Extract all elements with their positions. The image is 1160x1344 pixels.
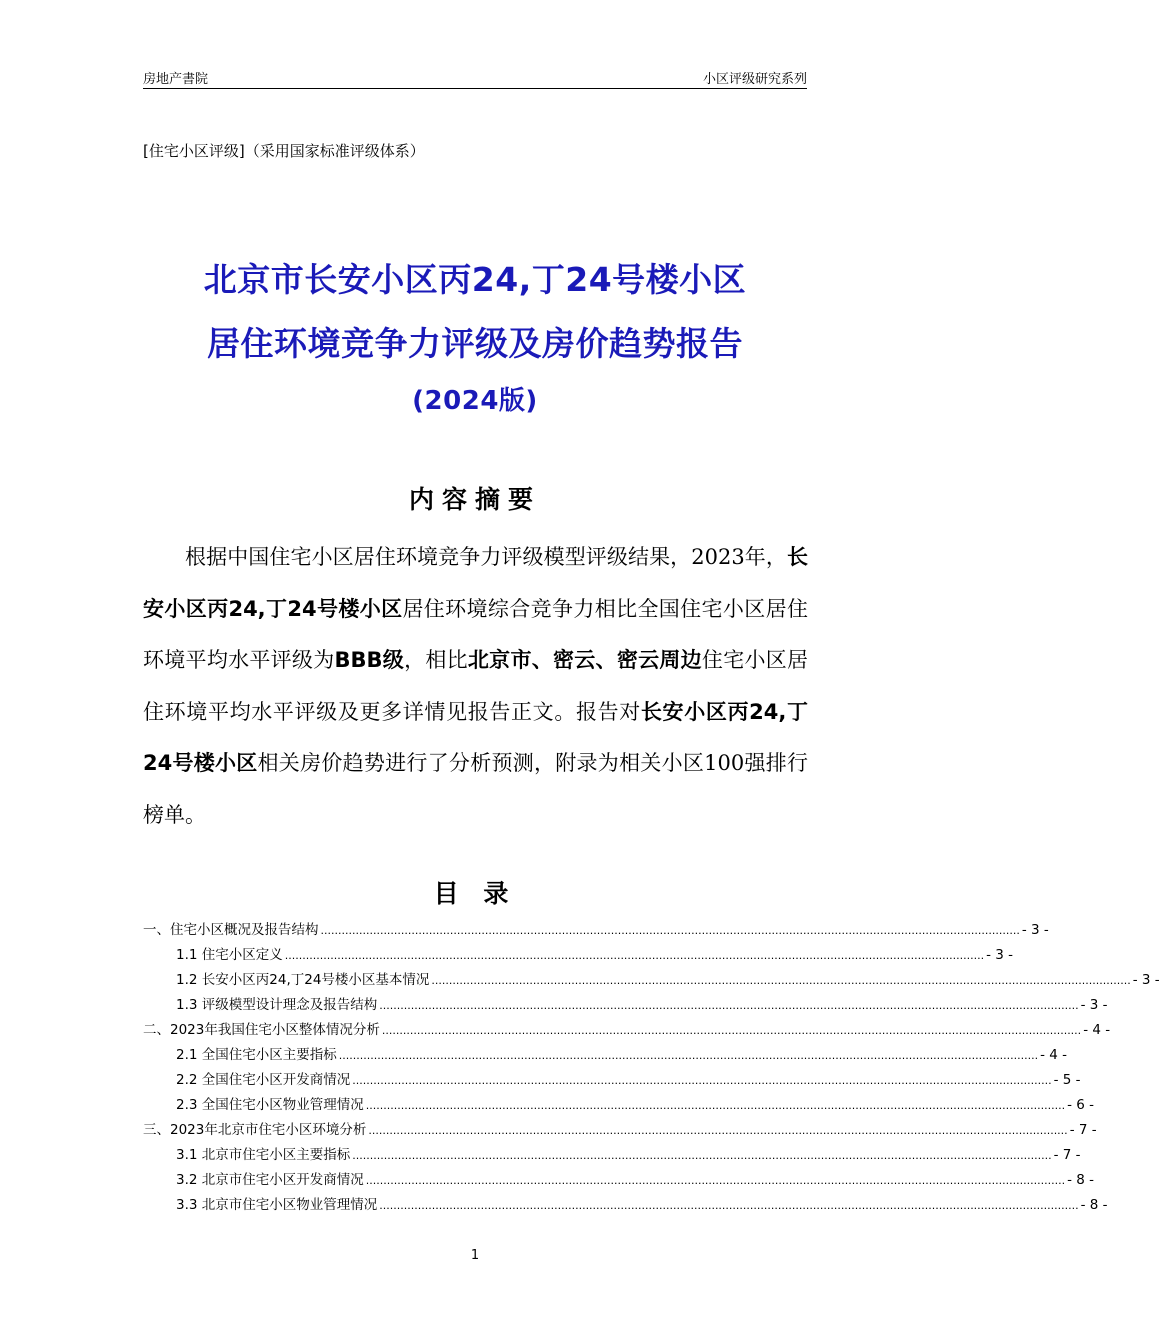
- toc-entry-page: - 5 -: [1053, 1072, 1081, 1088]
- toc-leader-dots: ........................................................................................................................................................................................................: [338, 1049, 1039, 1062]
- toc-entry[interactable]: [143, 1143, 1081, 1168]
- toc-entry-page: - 4 -: [1083, 1022, 1111, 1038]
- page-header: [143, 66, 807, 89]
- abstract-bold-2: BBB级: [334, 648, 405, 672]
- toc-entry[interactable]: [143, 943, 1014, 968]
- toc-entry[interactable]: [143, 918, 1049, 943]
- toc-leader-dots: ........................................................................................................................................................................................................: [379, 999, 1079, 1012]
- toc-entry-title: 一、住宅小区概况及报告结构: [143, 922, 319, 938]
- title-line-1: 北京市长安小区丙24,丁24号楼小区: [203, 260, 747, 299]
- title-line-2: 居住环境竞争力评级及房价趋势报告: [207, 324, 743, 363]
- toc-entry-page: - 3 -: [1132, 972, 1160, 988]
- toc-entry[interactable]: [143, 1193, 1108, 1218]
- toc-entry[interactable]: [143, 1043, 1068, 1068]
- toc-entry[interactable]: [143, 1118, 1097, 1143]
- toc-entry-page: - 8 -: [1067, 1172, 1095, 1188]
- abstract-heading: 内容摘要: [408, 485, 541, 514]
- toc-leader-dots: ........................................................................................................................................................................................................: [352, 1074, 1052, 1087]
- abstract-text-4: 住宅小区居住环境平均水平评级及更多详情见报告正文。报告对: [143, 648, 809, 724]
- toc-entry-page: - 3 -: [1080, 997, 1108, 1013]
- toc-leader-dots: ........................................................................................................................................................................................................: [284, 949, 985, 962]
- toc-entry-page: - 3 -: [1021, 922, 1049, 938]
- toc-entry-title: 3.3 北京市住宅小区物业管理情况: [176, 1197, 378, 1213]
- toc-leader-dots: ........................................................................................................................................................................................................: [320, 924, 1020, 937]
- toc-entry-title: 2.3 全国住宅小区物业管理情况: [176, 1097, 364, 1113]
- toc-entry-title: 三、2023年北京市住宅小区环境分析: [143, 1122, 367, 1138]
- toc-entry-page: - 4 -: [1040, 1047, 1068, 1063]
- toc-entry-page: - 6 -: [1067, 1097, 1095, 1113]
- abstract-text-2: 居住环境综合竞争力相比全国住宅小区居住环境平均水平评级为: [143, 596, 808, 672]
- page-number: 1: [470, 1248, 480, 1263]
- toc-entry[interactable]: [143, 1068, 1081, 1093]
- toc-entry-title: 2.1 全国住宅小区主要指标: [176, 1047, 337, 1063]
- toc-entry-title: 1.3 评级模型设计理念及报告结构: [176, 997, 378, 1013]
- abstract-bold-1: 长安小区丙24,丁24号楼小区: [143, 545, 808, 621]
- toc-entry[interactable]: [143, 1093, 1095, 1118]
- abstract-text-5: 相关房价趋势进行了分析预测，附录为相关小区100强排行榜单。: [143, 751, 808, 827]
- toc-leader-dots: ........................................................................................................................................................................................................: [379, 1199, 1079, 1212]
- report-category: [住宅小区评级]（采用国家标准评级体系）: [143, 142, 425, 160]
- toc-entry[interactable]: [143, 993, 1108, 1018]
- toc-entry[interactable]: [143, 968, 1160, 993]
- table-of-contents: [143, 918, 1160, 1218]
- toc-leader-dots: ........................................................................................................................................................................................................: [352, 1149, 1052, 1162]
- toc-entry-page: - 7 -: [1069, 1122, 1097, 1138]
- toc-entry-title: 1.2 长安小区丙24,丁24号楼小区基本情况: [176, 972, 430, 988]
- toc-entry[interactable]: [143, 1018, 1111, 1043]
- header-right: 小区评级研究系列: [702, 72, 807, 87]
- toc-leader-dots: ........................................................................................................................................................................................................: [365, 1099, 1066, 1112]
- toc-entry-title: 3.2 北京市住宅小区开发商情况: [176, 1172, 364, 1188]
- toc-leader-dots: ........................................................................................................................................................................................................: [431, 974, 1131, 987]
- abstract-text-1: 根据中国住宅小区居住环境竞争力评级模型评级结果，2023年，: [185, 545, 787, 569]
- toc-heading: 目 录: [433, 879, 517, 908]
- title-line-3: (2024版): [412, 386, 538, 416]
- toc-leader-dots: ........................................................................................................................................................................................................: [368, 1124, 1068, 1137]
- toc-entry-title: 二、2023年我国住宅小区整体情况分析: [143, 1022, 380, 1038]
- toc-entry-title: 2.2 全国住宅小区开发商情况: [176, 1072, 351, 1088]
- abstract-text-3: ，相比: [404, 648, 468, 672]
- toc-entry-title: 3.1 北京市住宅小区主要指标: [176, 1147, 351, 1163]
- toc-leader-dots: ........................................................................................................................................................................................................: [381, 1024, 1082, 1037]
- toc-entry-title: 1.1 住宅小区定义: [176, 947, 283, 963]
- toc-entry-page: - 7 -: [1053, 1147, 1081, 1163]
- toc-leader-dots: ........................................................................................................................................................................................................: [365, 1174, 1066, 1187]
- abstract-bold-4: 长安小区丙24,丁24号楼小区: [143, 699, 808, 775]
- header-left: 房地产書院: [143, 72, 209, 87]
- abstract-bold-3: 北京市、密云、密云周边: [467, 648, 702, 672]
- toc-entry-page: - 8 -: [1080, 1197, 1108, 1213]
- abstract-body: [143, 532, 808, 841]
- toc-entry[interactable]: [143, 1168, 1095, 1193]
- toc-entry-page: - 3 -: [986, 947, 1014, 963]
